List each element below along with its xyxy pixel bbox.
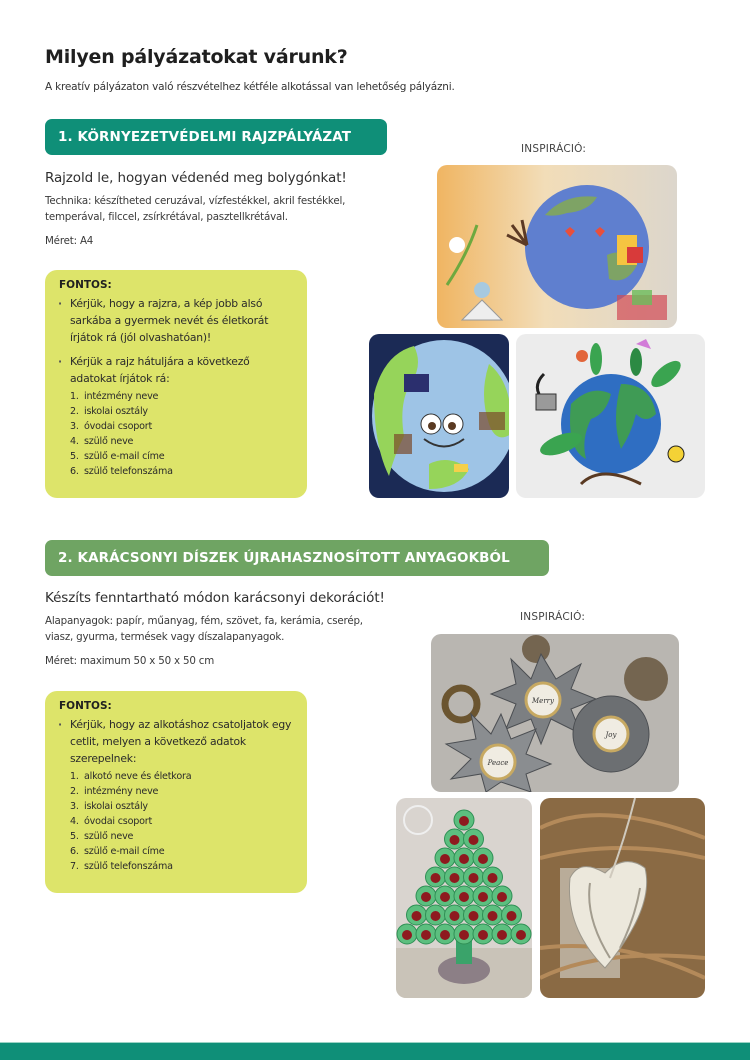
info-numbered-list bbox=[59, 389, 293, 479]
tree-bauble bbox=[450, 835, 460, 845]
paper-heart-ornament-image bbox=[540, 798, 705, 998]
ornament-caption: Merry bbox=[532, 697, 554, 705]
list-item: 3. iskolai osztály bbox=[70, 801, 148, 812]
tree-bauble bbox=[450, 911, 460, 921]
tree-bauble bbox=[507, 911, 517, 921]
section1-technique bbox=[45, 193, 345, 225]
ornament-caption: Joy bbox=[605, 731, 617, 739]
technique-line-1: Technika: készítheted ceruzával, vízfestékkel, akril festékkel, bbox=[45, 195, 346, 207]
list-item: 3. óvodai csoport bbox=[70, 421, 153, 432]
tree-bauble bbox=[431, 873, 441, 883]
tree-bauble bbox=[431, 911, 441, 921]
section1-subhead: Rajzold le, hogyan védenéd meg bolygónkat! bbox=[45, 170, 347, 186]
technique-line-2: temperával, filccel, zsírkrétával, pasztellkrétával. bbox=[45, 211, 288, 223]
tree-bauble bbox=[459, 892, 469, 902]
list-item: 5. szülő e-mail címe bbox=[70, 451, 165, 462]
bottle-christmas-tree-image bbox=[396, 798, 532, 998]
tree-bauble bbox=[516, 930, 526, 940]
section2-size: Méret: maximum 50 x 50 x 50 cm bbox=[45, 655, 215, 667]
tree-bauble bbox=[459, 816, 469, 826]
list-item: 2. intézmény neve bbox=[70, 786, 159, 797]
page-intro: A kreatív pályázaton való részvételhez kétféle alkotással van lehetőség pályázni. bbox=[45, 81, 455, 93]
list-item: 1. alkotó neve és életkora bbox=[70, 771, 192, 782]
tree-bauble bbox=[497, 930, 507, 940]
earth-drawing-collage-image bbox=[437, 165, 677, 328]
earth-drawing-plants-image bbox=[516, 334, 705, 498]
tree-bauble bbox=[459, 930, 469, 940]
section2-materials bbox=[45, 613, 363, 645]
list-item: 4. óvodai csoport bbox=[70, 816, 153, 827]
section1-badge: 1. KÖRNYEZETVÉDELMI RAJZPÁLYÁZAT bbox=[45, 119, 387, 155]
page-title: Milyen pályázatokat várunk? bbox=[45, 46, 348, 68]
ornament-caption: Peace bbox=[487, 759, 509, 767]
list-item: 2. iskolai osztály bbox=[70, 406, 148, 417]
tree-bauble bbox=[497, 892, 507, 902]
tree-bauble bbox=[478, 930, 488, 940]
bottle-cap-ornaments-image bbox=[431, 634, 679, 792]
tree-bauble bbox=[440, 930, 450, 940]
info-box-title: FONTOS: bbox=[59, 279, 112, 291]
tree-bauble bbox=[478, 892, 488, 902]
list-item: 1. intézmény neve bbox=[70, 391, 159, 402]
tree-bauble bbox=[402, 930, 412, 940]
tree-bauble bbox=[488, 873, 498, 883]
section1-info-box bbox=[45, 270, 307, 498]
info-bullet: · Kérjük a rajz hátuljára a következő adatokat írjátok rá: bbox=[59, 353, 293, 387]
tree-bauble bbox=[478, 854, 488, 864]
tree-bauble bbox=[440, 892, 450, 902]
tree-bauble bbox=[412, 911, 422, 921]
tree-bauble bbox=[469, 911, 479, 921]
tree-bauble bbox=[459, 854, 469, 864]
info-numbered-list bbox=[59, 769, 293, 874]
info-box-title: FONTOS: bbox=[59, 700, 112, 712]
section1-inspiration-label: INSPIRÁCIÓ: bbox=[521, 143, 587, 155]
info-bullet: · Kérjük, hogy az alkotáshoz csatoljatok egy cetlit, melyen a következő adatok szerepelnek: bbox=[59, 716, 293, 767]
materials-line-1: Alapanyagok: papír, műanyag, fém, szövet, fa, kerámia, cserép, bbox=[45, 615, 363, 627]
list-item: 4. szülő neve bbox=[70, 436, 134, 447]
info-bullet: · Kérjük, hogy a rajzra, a kép jobb alsó sarkába a gyermek nevét és életkorát írjátok rá (jól olvashatóan)! bbox=[59, 295, 293, 346]
section2-inspiration-label: INSPIRÁCIÓ: bbox=[520, 611, 586, 623]
tree-bauble bbox=[469, 835, 479, 845]
list-item: 6. szülő e-mail címe bbox=[70, 846, 165, 857]
tree-bauble bbox=[421, 930, 431, 940]
tree-bauble bbox=[421, 892, 431, 902]
tree-bauble bbox=[469, 873, 479, 883]
tree-bauble bbox=[488, 911, 498, 921]
section1-size: Méret: A4 bbox=[45, 235, 94, 247]
footer-bar bbox=[0, 1042, 750, 1060]
tree-bauble bbox=[440, 854, 450, 864]
tree-bauble bbox=[450, 873, 460, 883]
list-item: 7. szülő telefonszáma bbox=[70, 861, 173, 872]
section2-badge: 2. KARÁCSONYI DÍSZEK ÚJRAHASZNOSÍTOTT ANYAGOKBÓL bbox=[45, 540, 549, 576]
list-item: 5. szülő neve bbox=[70, 831, 134, 842]
list-item: 6. szülő telefonszáma bbox=[70, 466, 173, 477]
section2-info-box bbox=[45, 691, 307, 893]
earth-drawing-smiling-image bbox=[369, 334, 509, 498]
materials-line-2: viasz, gyurma, termések vagy díszalapanyagok. bbox=[45, 631, 285, 643]
section2-subhead: Készíts fenntartható módon karácsonyi dekorációt! bbox=[45, 590, 385, 606]
